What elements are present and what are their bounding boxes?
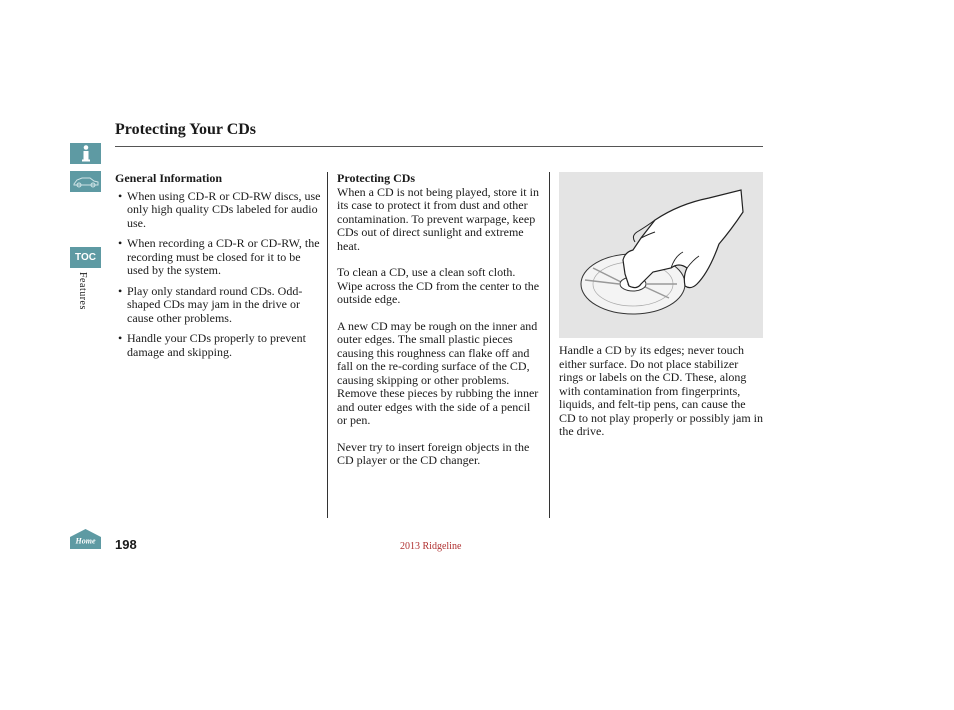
handling-caption: [559, 344, 764, 452]
footer-model-name: 2013 Ridgeline: [400, 541, 462, 552]
info-button[interactable]: [70, 143, 101, 164]
list-item: • Play only standard round CDs. Odd-shaped CDs may jam in the drive or cause other problems.: [115, 285, 325, 326]
toc-button[interactable]: TOC: [70, 247, 101, 268]
page-number: 198: [115, 537, 137, 552]
general-information-list: [115, 190, 325, 360]
protecting-cds-heading: Protecting CDs: [337, 171, 416, 185]
cd-handling-illustration: [559, 172, 763, 338]
title-divider: [115, 146, 763, 147]
rough-edges-paragraph: A new CD may be rough on the inner and outer edges. The small plastic pieces causing this roughness can flake off and fall on the re-cording surface of the CD, causing skipping or other problems. Remove these pieces by rubbing the inner and outer edges with the side of a pencil or pen.: [337, 318, 539, 427]
list-item: • Handle your CDs properly to prevent damage and skipping.: [115, 332, 325, 359]
general-information-section: [115, 172, 325, 366]
column-divider: [327, 172, 328, 518]
home-label: Home: [75, 536, 96, 546]
vehicle-button[interactable]: [70, 171, 101, 192]
cleaning-paragraph: To clean a CD, use a clean soft cloth. Wipe across the CD from the center to the outside edge.: [337, 265, 540, 306]
page-title: Protecting Your CDs: [115, 121, 257, 138]
car-icon: [72, 174, 100, 189]
foreign-objects-paragraph: Never try to insert foreign objects in the CD player or the CD changer.: [337, 439, 530, 467]
list-item: • When using CD-R or CD-RW discs, use only high quality CDs labeled for audio use.: [115, 190, 325, 231]
home-button[interactable]: [70, 529, 101, 549]
column-divider: [549, 172, 550, 518]
info-icon: [80, 145, 92, 162]
handling-paragraph: Handle a CD by its edges; never touch either surface. Do not place stabilizer rings or labels on the CD. These, along with contamination from fingerprints, liquids, and felt-tip pens, can cause the CD to not play properly or possibly jam in the drive.: [559, 343, 763, 438]
section-tab[interactable]: Features: [77, 272, 88, 310]
general-information-heading: General Information: [115, 171, 222, 185]
list-item: • When recording a CD-R or CD-RW, the recording must be closed for it to be used by the system.: [115, 237, 325, 278]
storage-paragraph: When a CD is not being played, store it in its case to protect it from dust and other contamination. To prevent warpage, keep CDs out of direct sunlight and extreme heat.: [337, 184, 539, 253]
protecting-cds-section: [337, 172, 542, 481]
